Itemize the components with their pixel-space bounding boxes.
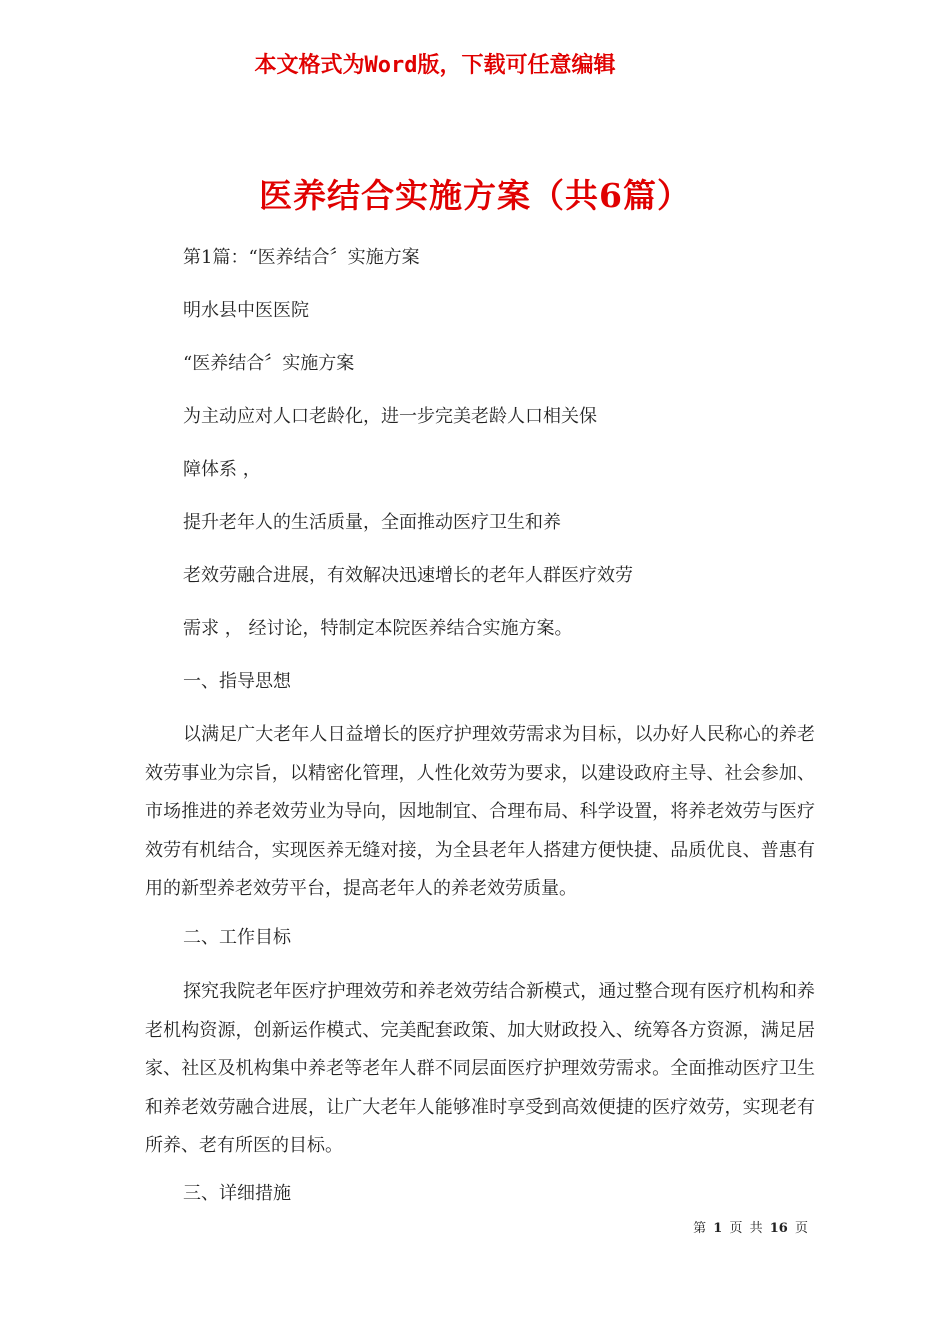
plan-subtitle: “医养结合〞实施方案: [183, 353, 355, 374]
heading-specific-measures: 三、详细措施: [183, 1183, 291, 1204]
current-page-number: 1: [713, 1221, 723, 1236]
intro-line-5: 需求 ， 经讨论，特制定本院医养结合实施方案。: [183, 618, 573, 639]
document-title: 医养结合实施方案（共6篇）: [259, 176, 691, 215]
hospital-name: 明水县中医医院: [183, 300, 309, 321]
word-format-notice: 本文格式为Word版，下载可任意编辑: [254, 53, 616, 78]
intro-line-3: 提升老年人的生活质量，全面推动医疗卫生和养: [183, 512, 561, 533]
total-page-count: 16: [769, 1221, 788, 1236]
paragraph-work-goals: 探究我院老年医疗护理效劳和养老效劳结合新模式，通过整合现有医疗机构和养老机构资源，创新运作模式、完美配套政策、加大财政投入、统筹各方资源，满足居家、社区及机构集中养老等老年人群不同层面医疗护理效劳需求。全面推动医疗卫生和养老效劳融合进展，让广大老年人能够准时享受到高效便捷的医疗效劳，实现老有所养、老有所医的目标。: [145, 981, 815, 1156]
section-heading-part-1: 第1篇：“医养结合〞实施方案: [183, 247, 420, 268]
page-footer: [0, 1217, 808, 1236]
footer-prefix: 第: [693, 1221, 707, 1236]
intro-line-2: 障体系 ，: [183, 459, 261, 480]
footer-middle: 页 共: [729, 1221, 763, 1236]
heading-guiding-ideology: 一、指导思想: [183, 671, 291, 692]
heading-work-goals: 二、工作目标: [183, 927, 291, 948]
footer-suffix: 页: [794, 1221, 808, 1236]
intro-line-4: 老效劳融合进展，有效解决迅速增长的老年人群医疗效劳: [183, 565, 633, 586]
paragraph-guiding-ideology: 以满足广大老年人日益增长的医疗护理效劳需求为目标，以办好人民称心的养老效劳事业为宗旨，以精密化管理，人性化效劳为要求，以建设政府主导、社会参加、市场推进的养老效劳业为导向，因地制宜、合理布局、科学设置，将养老效劳与医疗效劳有机结合，实现医养无缝对接，为全县老年人搭建方便快捷、品质优良、普惠有用的新型养老效劳平台，提高老年人的养老效劳质量。: [145, 724, 815, 899]
intro-line-1: 为主动应对人口老龄化，进一步完美老龄人口相关保: [183, 406, 597, 427]
